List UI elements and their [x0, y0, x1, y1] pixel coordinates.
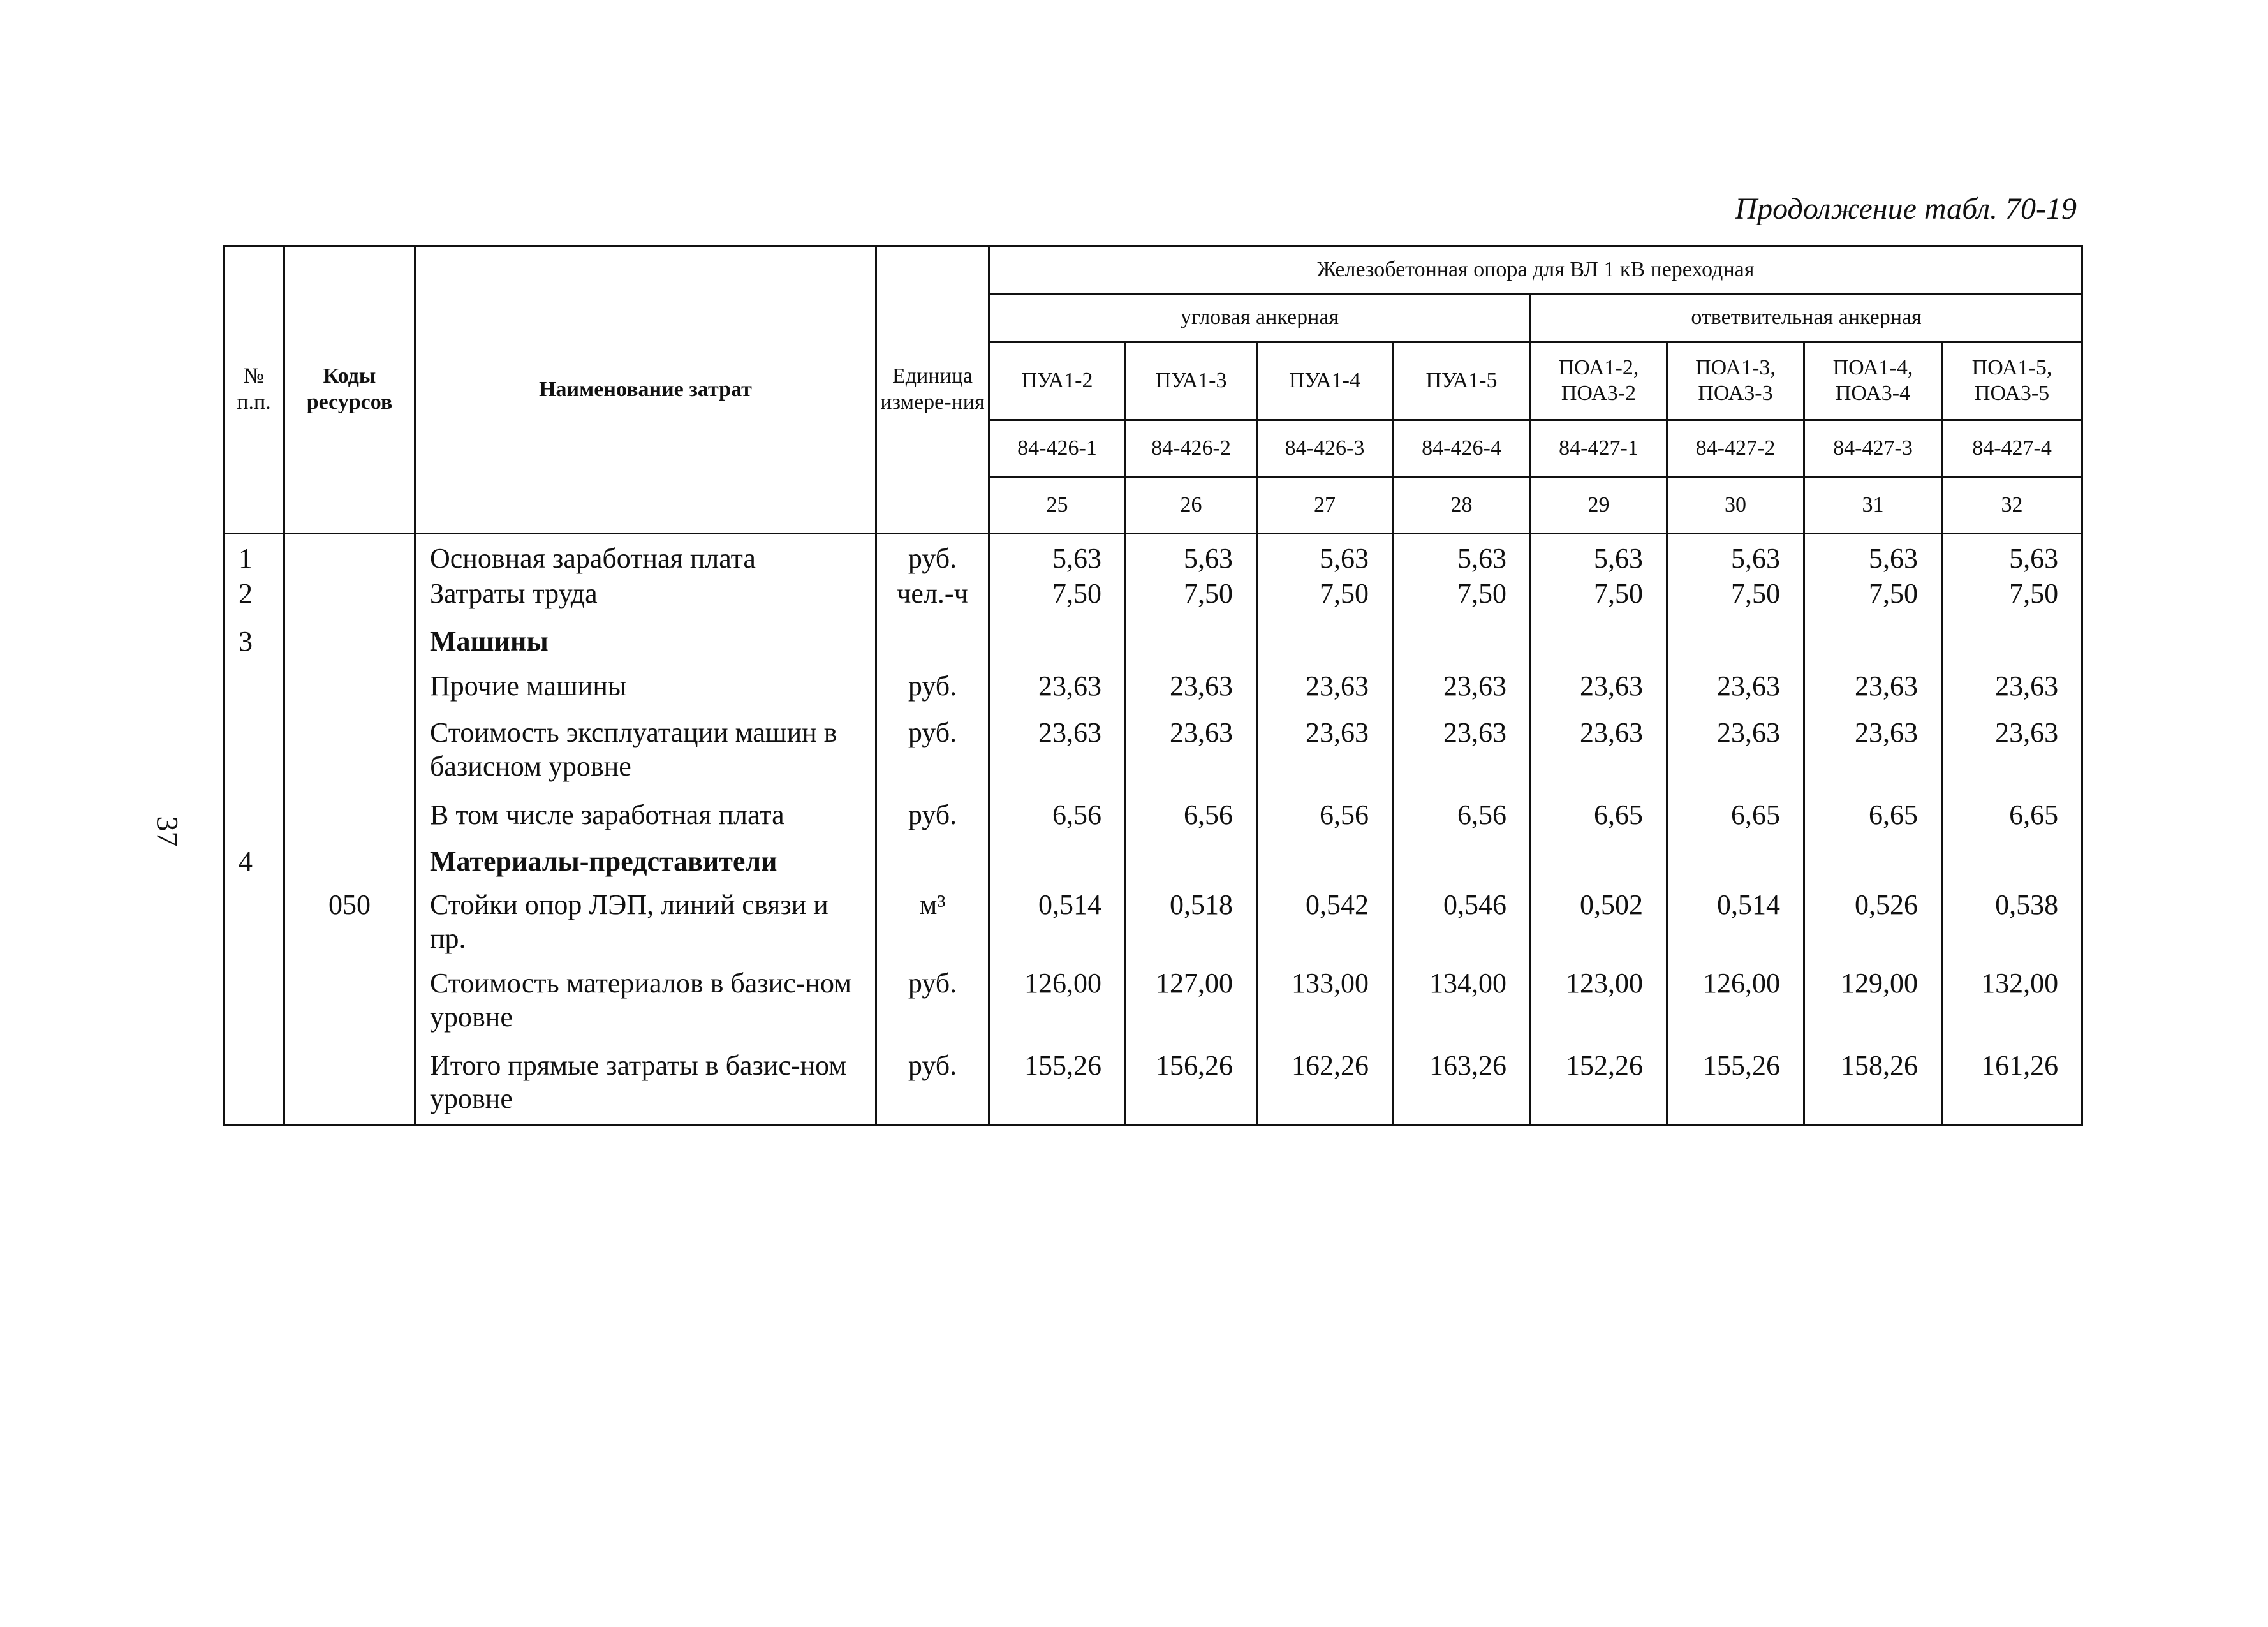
column-number: 28 [1393, 477, 1531, 533]
header-subgroup-1: угловая анкерная [989, 294, 1531, 342]
table-row [224, 663, 2082, 710]
cost-name: Стоимость материалов в базис-ном уровне [415, 961, 876, 1043]
value-cell: 7,50 [1804, 577, 1942, 618]
header-name: Наименование затрат [415, 246, 876, 534]
value-cell: 6,56 [989, 792, 1126, 839]
value-cell: 23,63 [1126, 710, 1257, 792]
value-cell: 6,56 [1257, 792, 1393, 839]
column-number: 27 [1257, 477, 1393, 533]
value-cell: 0,526 [1804, 882, 1942, 961]
value-cell: 5,63 [1393, 533, 1531, 577]
value-cell: 6,65 [1804, 792, 1942, 839]
value-cell: 132,00 [1942, 961, 2082, 1043]
value-cell: 23,63 [989, 710, 1126, 792]
value-cell: 7,50 [989, 577, 1126, 618]
resource-code: 050 [284, 882, 415, 961]
unit-cell [876, 619, 989, 664]
col-header: ПУА1-4 [1257, 342, 1393, 420]
value-cell: 123,00 [1531, 961, 1667, 1043]
value-cell: 5,63 [1667, 533, 1804, 577]
value-cell: 23,63 [1257, 710, 1393, 792]
row-number [224, 792, 284, 839]
col-header: ПУА1-3 [1126, 342, 1257, 420]
value-cell: 5,63 [1126, 533, 1257, 577]
value-cell: 126,00 [1667, 961, 1804, 1043]
value-cell [989, 839, 1126, 883]
column-number: 32 [1942, 477, 2082, 533]
value-cell: 5,63 [989, 533, 1126, 577]
resource-code [284, 533, 415, 577]
value-cell: 0,538 [1942, 882, 2082, 961]
col-header: ПУА1-2 [989, 342, 1126, 420]
value-cell: 129,00 [1804, 961, 1942, 1043]
col-header: ПОА1-5, ПОА3-5 [1942, 342, 2082, 420]
row-number: 1 [224, 533, 284, 577]
cost-name: Прочие машины [415, 663, 876, 710]
value-cell: 0,518 [1126, 882, 1257, 961]
unit-cell: руб. [876, 710, 989, 792]
row-number: 3 [224, 619, 284, 664]
value-cell: 0,514 [1667, 882, 1804, 961]
header-unit: Единица измере-ния [876, 246, 989, 534]
value-cell: 127,00 [1126, 961, 1257, 1043]
table-row [224, 710, 2082, 792]
table-row [224, 533, 2082, 577]
unit-cell: руб. [876, 663, 989, 710]
table-caption: Продолжение табл. 70-19 [1735, 192, 2077, 226]
header-codes: Коды ресурсов [284, 246, 415, 534]
norm-code: 84-426-3 [1257, 420, 1393, 477]
value-cell: 126,00 [989, 961, 1126, 1043]
value-cell: 5,63 [1804, 533, 1942, 577]
cost-name: Итого прямые затраты в базис-ном уровне [415, 1043, 876, 1125]
column-number: 29 [1531, 477, 1667, 533]
value-cell: 23,63 [1942, 663, 2082, 710]
value-cell: 7,50 [1126, 577, 1257, 618]
value-cell: 23,63 [1804, 710, 1942, 792]
norm-code: 84-426-2 [1126, 420, 1257, 477]
column-number: 26 [1126, 477, 1257, 533]
value-cell: 158,26 [1804, 1043, 1942, 1125]
value-cell: 156,26 [1126, 1043, 1257, 1125]
value-cell [1942, 619, 2082, 664]
norm-code: 84-426-1 [989, 420, 1126, 477]
value-cell: 161,26 [1942, 1043, 2082, 1125]
value-cell [1942, 839, 2082, 883]
row-number [224, 1043, 284, 1125]
value-cell: 155,26 [989, 1043, 1126, 1125]
col-header: ПУА1-5 [1393, 342, 1531, 420]
row-number [224, 710, 284, 792]
page-number: 37 [150, 816, 184, 847]
table-row [224, 839, 2082, 883]
table-row [224, 1043, 2082, 1125]
norm-code: 84-427-2 [1667, 420, 1804, 477]
cost-name: Стоимость эксплуатации машин в базисном уровне [415, 710, 876, 792]
resource-code [284, 792, 415, 839]
value-cell: 23,63 [1393, 710, 1531, 792]
row-number [224, 882, 284, 961]
row-number [224, 961, 284, 1043]
unit-cell: руб. [876, 961, 989, 1043]
value-cell: 0,514 [989, 882, 1126, 961]
resource-code [284, 577, 415, 618]
column-number: 30 [1667, 477, 1804, 533]
value-cell [1257, 839, 1393, 883]
unit-cell: чел.-ч [876, 577, 989, 618]
table-row [224, 792, 2082, 839]
value-cell: 163,26 [1393, 1043, 1531, 1125]
table-row [224, 577, 2082, 618]
table-row [224, 961, 2082, 1043]
cost-name: Затраты труда [415, 577, 876, 618]
value-cell [1667, 839, 1804, 883]
resource-code [284, 710, 415, 792]
col-header: ПОА1-2, ПОА3-2 [1531, 342, 1667, 420]
section-title: Машины [415, 619, 876, 664]
value-cell: 6,65 [1942, 792, 2082, 839]
column-number: 31 [1804, 477, 1942, 533]
unit-cell: м³ [876, 882, 989, 961]
table-row [224, 619, 2082, 664]
row-number: 2 [224, 577, 284, 618]
cost-name: Стойки опор ЛЭП, линий связи и пр. [415, 882, 876, 961]
value-cell: 7,50 [1393, 577, 1531, 618]
value-cell [1126, 619, 1257, 664]
value-cell: 23,63 [1257, 663, 1393, 710]
column-number: 25 [989, 477, 1126, 533]
value-cell: 155,26 [1667, 1043, 1804, 1125]
table-body [224, 533, 2082, 1124]
header-subgroup-2: ответвительная анкерная [1531, 294, 2082, 342]
value-cell: 23,63 [1942, 710, 2082, 792]
value-cell: 23,63 [989, 663, 1126, 710]
value-cell: 0,546 [1393, 882, 1531, 961]
section-title: Материалы-представители [415, 839, 876, 883]
value-cell [1531, 839, 1667, 883]
value-cell [1667, 619, 1804, 664]
value-cell: 23,63 [1667, 663, 1804, 710]
value-cell: 7,50 [1531, 577, 1667, 618]
cost-table [223, 245, 2083, 1126]
col-header: ПОА1-4, ПОА3-4 [1804, 342, 1942, 420]
value-cell: 152,26 [1531, 1043, 1667, 1125]
value-cell: 23,63 [1393, 663, 1531, 710]
value-cell: 5,63 [1257, 533, 1393, 577]
row-number: 4 [224, 839, 284, 883]
value-cell: 6,65 [1531, 792, 1667, 839]
unit-cell: руб. [876, 1043, 989, 1125]
value-cell [1257, 619, 1393, 664]
value-cell [1804, 839, 1942, 883]
cost-name: В том числе заработная плата [415, 792, 876, 839]
value-cell: 134,00 [1393, 961, 1531, 1043]
value-cell: 7,50 [1942, 577, 2082, 618]
resource-code [284, 663, 415, 710]
unit-cell [876, 839, 989, 883]
value-cell: 0,502 [1531, 882, 1667, 961]
value-cell [1804, 619, 1942, 664]
value-cell [1531, 619, 1667, 664]
value-cell [1126, 839, 1257, 883]
header-no: № п.п. [224, 246, 284, 534]
resource-code [284, 1043, 415, 1125]
value-cell [1393, 839, 1531, 883]
header-group: Железобетонная опора для ВЛ 1 кВ переходная [989, 246, 2082, 295]
value-cell: 5,63 [1942, 533, 2082, 577]
value-cell: 7,50 [1257, 577, 1393, 618]
value-cell: 5,63 [1531, 533, 1667, 577]
value-cell: 23,63 [1531, 663, 1667, 710]
row-number [224, 663, 284, 710]
resource-code [284, 961, 415, 1043]
norm-code: 84-426-4 [1393, 420, 1531, 477]
col-header: ПОА1-3, ПОА3-3 [1667, 342, 1804, 420]
value-cell: 23,63 [1126, 663, 1257, 710]
value-cell: 7,50 [1667, 577, 1804, 618]
value-cell: 6,65 [1667, 792, 1804, 839]
value-cell: 23,63 [1804, 663, 1942, 710]
resource-code [284, 839, 415, 883]
value-cell [989, 619, 1126, 664]
value-cell: 162,26 [1257, 1043, 1393, 1125]
unit-cell: руб. [876, 533, 989, 577]
value-cell: 6,56 [1126, 792, 1257, 839]
value-cell: 23,63 [1531, 710, 1667, 792]
resource-code [284, 619, 415, 664]
cost-name: Основная заработная плата [415, 533, 876, 577]
value-cell: 0,542 [1257, 882, 1393, 961]
value-cell: 6,56 [1393, 792, 1531, 839]
norm-code: 84-427-3 [1804, 420, 1942, 477]
table-row [224, 882, 2082, 961]
value-cell: 133,00 [1257, 961, 1393, 1043]
value-cell: 23,63 [1667, 710, 1804, 792]
norm-code: 84-427-4 [1942, 420, 2082, 477]
value-cell [1393, 619, 1531, 664]
unit-cell: руб. [876, 792, 989, 839]
norm-code: 84-427-1 [1531, 420, 1667, 477]
